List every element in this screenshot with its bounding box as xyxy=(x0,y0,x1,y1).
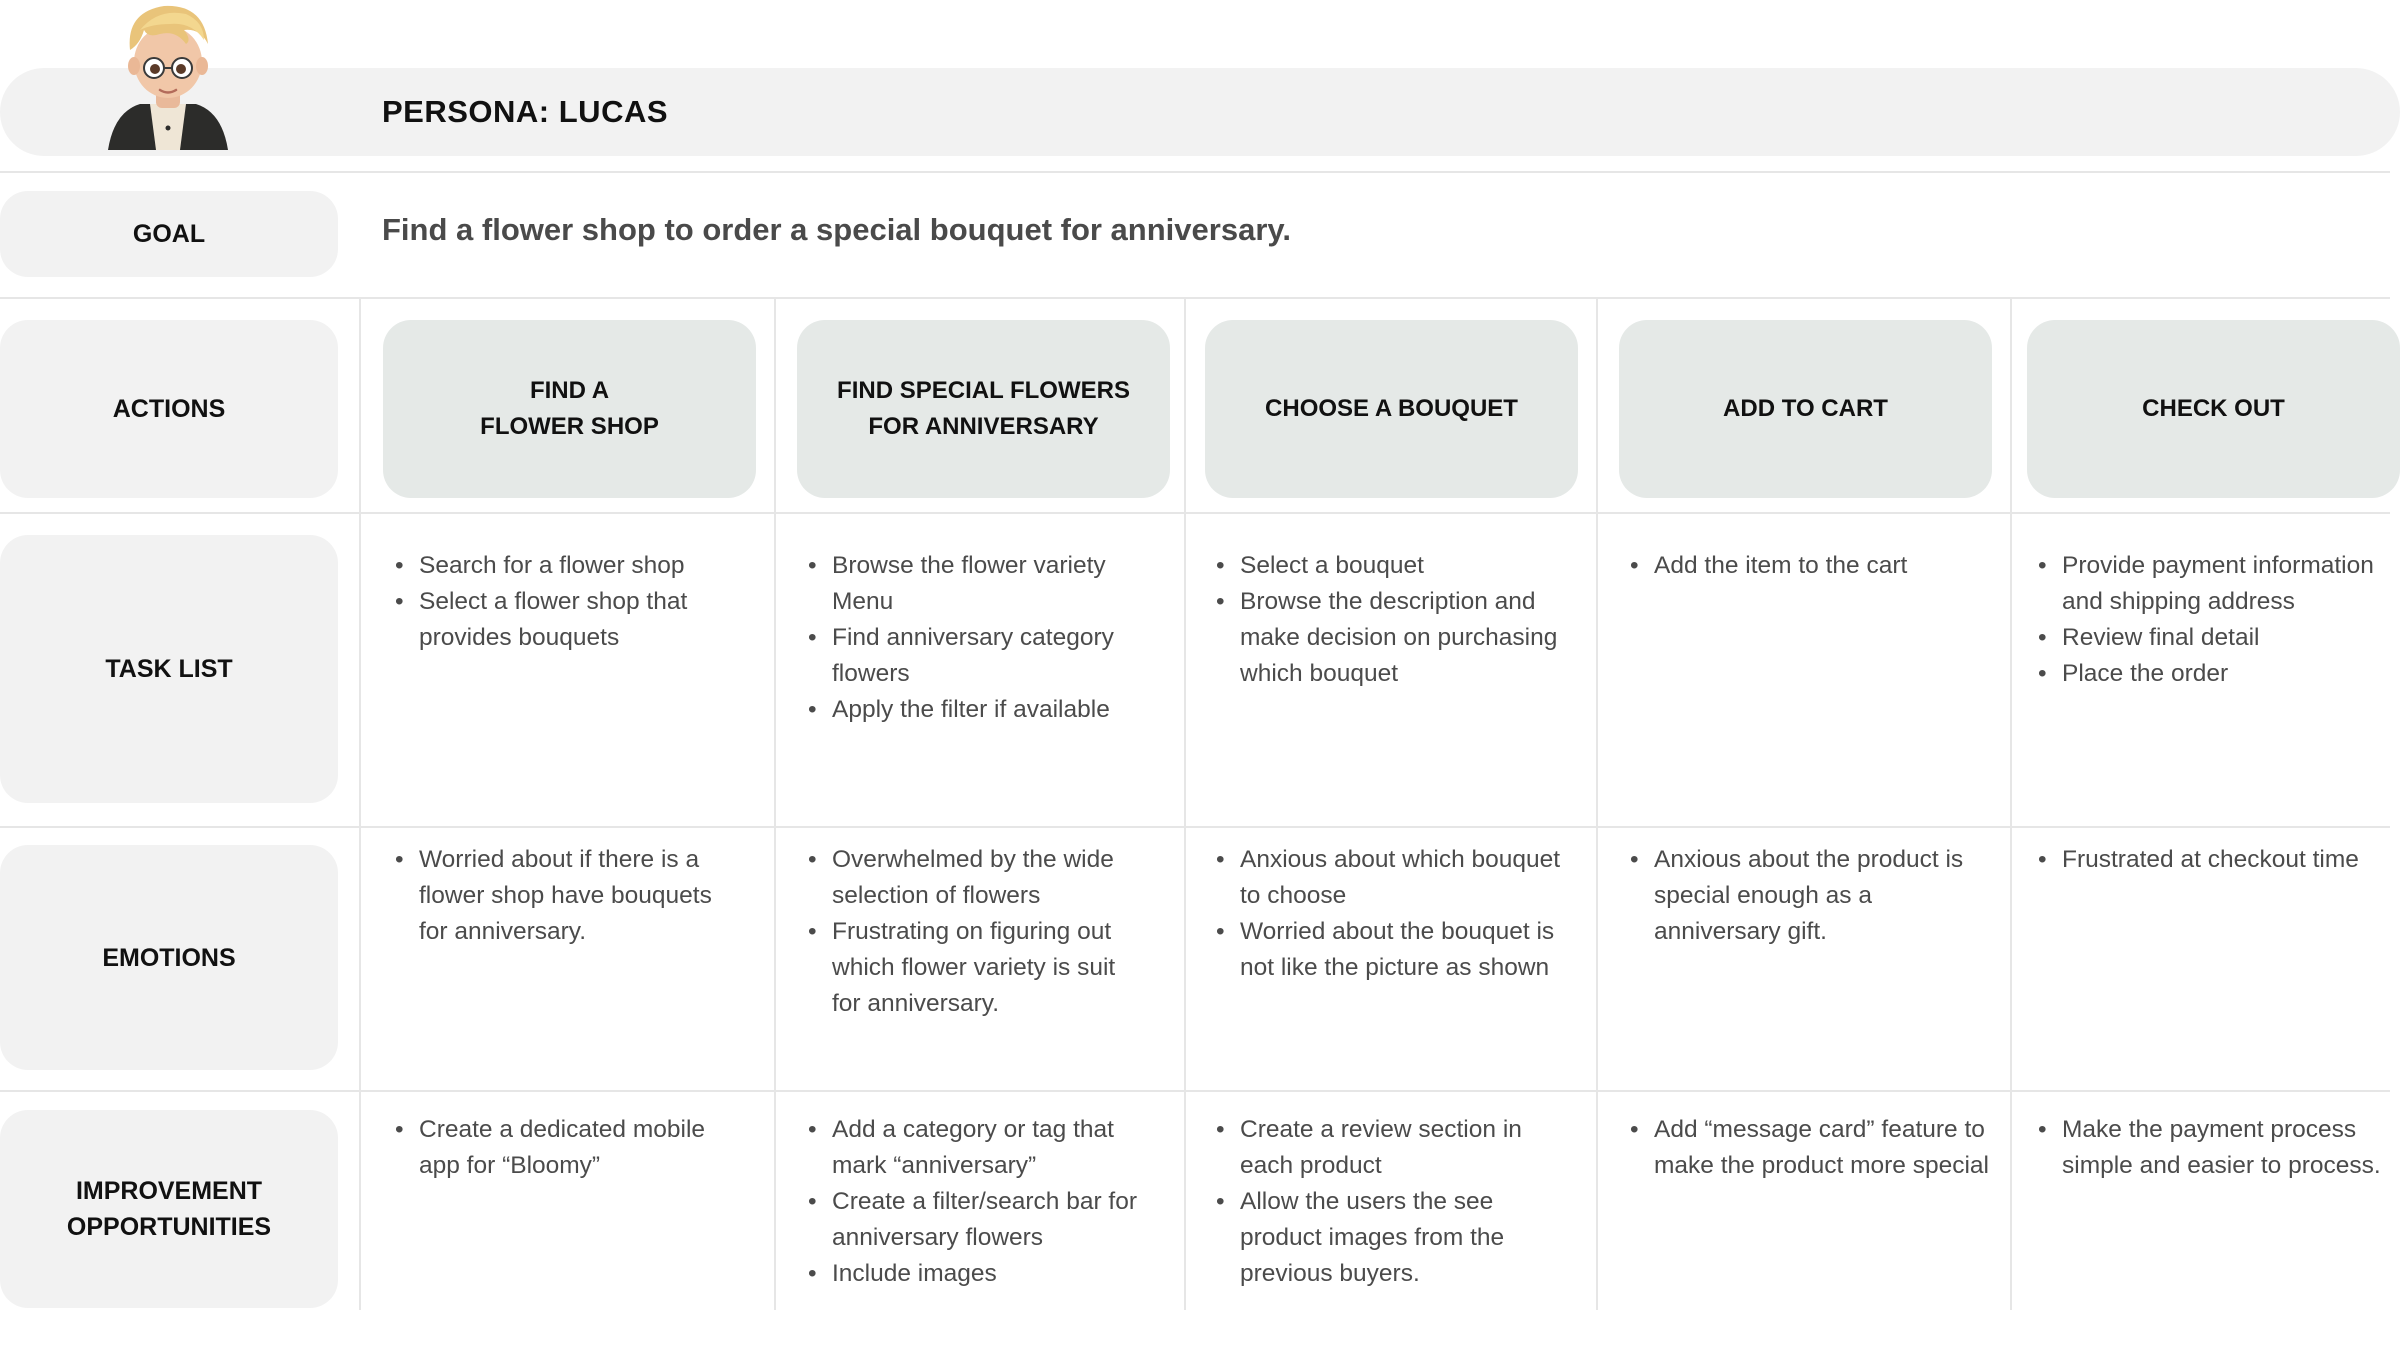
improvement-cell-1 xyxy=(395,1112,735,1184)
action-card-check-out: CHECK OUT xyxy=(2027,320,2400,498)
bullet-item: • Browse the flower variety Menu xyxy=(808,548,1158,620)
task-cell-1 xyxy=(395,548,735,656)
persona-title: PERSONA: LUCAS xyxy=(382,94,669,129)
column-divider-2 xyxy=(774,298,776,1310)
bullet-item: • Create a filter/search bar for anniversary flowers xyxy=(808,1184,1168,1256)
goal-label: GOAL xyxy=(0,191,338,277)
improvement-cell-5 xyxy=(2038,1112,2400,1184)
bullet-item: • Place the order xyxy=(2038,656,2400,692)
action-card-find-special-flowers: FIND SPECIAL FLOWERS FOR ANNIVERSARY xyxy=(797,320,1170,498)
improvement-opportunities-label: IMPROVEMENT OPPORTUNITIES xyxy=(0,1110,338,1308)
emotion-cell-4 xyxy=(1630,842,2000,950)
bullet-item: • Create a dedicated mobile app for “Bloomy” xyxy=(395,1112,735,1184)
bullet-item: • Add “message card” feature to make the product more special xyxy=(1630,1112,2000,1184)
emotion-cell-2 xyxy=(808,842,1133,1022)
bullet-item: • Find anniversary category flowers xyxy=(808,620,1158,692)
bullet-item: • Anxious about the product is special enough as a anniversary gift. xyxy=(1630,842,2000,950)
bullet-item: • Anxious about which bouquet to choose xyxy=(1216,842,1586,914)
improvement-cell-2 xyxy=(808,1112,1168,1292)
emotions-label: EMOTIONS xyxy=(0,845,338,1070)
persona-avatar-icon xyxy=(100,0,236,150)
emotion-cell-3 xyxy=(1216,842,1586,986)
task-cell-4 xyxy=(1630,548,2000,584)
bullet-item: • Select a flower shop that provides bouquets xyxy=(395,584,735,656)
divider-goal-top xyxy=(0,171,2390,173)
bullet-item: • Add a category or tag that mark “anniversary” xyxy=(808,1112,1168,1184)
bullet-item: • Apply the filter if available xyxy=(808,692,1158,728)
column-divider-1 xyxy=(359,298,361,1310)
actions-label: ACTIONS xyxy=(0,320,338,498)
action-card-add-to-cart: ADD TO CART xyxy=(1619,320,1992,498)
bullet-item: • Worried about if there is a flower shop have bouquets for anniversary. xyxy=(395,842,740,950)
task-list-label: TASK LIST xyxy=(0,535,338,803)
bullet-item: • Review final detail xyxy=(2038,620,2400,656)
bullet-item: • Make the payment process simple and easier to process. xyxy=(2038,1112,2400,1184)
task-cell-5 xyxy=(2038,548,2400,692)
bullet-item: • Include images xyxy=(808,1256,1168,1292)
improvement-cell-3 xyxy=(1216,1112,1546,1292)
task-cell-3 xyxy=(1216,548,1586,692)
goal-text: Find a flower shop to order a special bouquet for anniversary. xyxy=(382,212,1291,247)
bullet-item: • Add the item to the cart xyxy=(1630,548,2000,584)
bullet-item: • Select a bouquet xyxy=(1216,548,1586,584)
bullet-item: • Overwhelmed by the wide selection of flowers xyxy=(808,842,1133,914)
bullet-item: • Browse the description and make decision on purchasing which bouquet xyxy=(1216,584,1586,692)
emotion-cell-5 xyxy=(2038,842,2400,878)
column-divider-5 xyxy=(2010,298,2012,1310)
task-cell-2 xyxy=(808,548,1158,728)
bullet-item: • Frustrated at checkout time xyxy=(2038,842,2400,878)
bullet-item: • Search for a flower shop xyxy=(395,548,735,584)
emotion-cell-1 xyxy=(395,842,740,950)
column-divider-3 xyxy=(1184,298,1186,1310)
action-card-choose-bouquet: CHOOSE A BOUQUET xyxy=(1205,320,1578,498)
bullet-item: • Allow the users the see product images from the previous buyers. xyxy=(1216,1184,1546,1292)
column-divider-4 xyxy=(1596,298,1598,1310)
bullet-item: • Frustrating on figuring out which flower variety is suit for anniversary. xyxy=(808,914,1133,1022)
bullet-item: • Create a review section in each product xyxy=(1216,1112,1546,1184)
bullet-item: • Worried about the bouquet is not like the picture as shown xyxy=(1216,914,1586,986)
persona-header-bar xyxy=(0,68,2400,156)
action-card-find-flower-shop: FIND A FLOWER SHOP xyxy=(383,320,756,498)
improvement-cell-4 xyxy=(1630,1112,2000,1184)
bullet-item: • Provide payment information and shipping address xyxy=(2038,548,2400,620)
